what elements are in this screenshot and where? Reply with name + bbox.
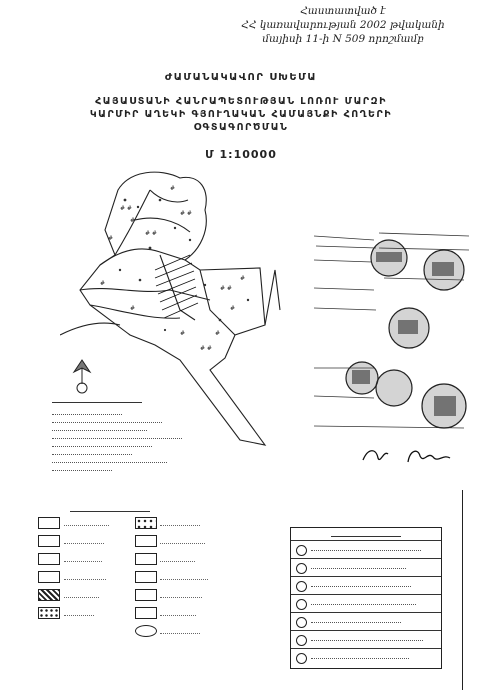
map-scale: Մ 1:10000 bbox=[205, 148, 277, 161]
explication-line bbox=[52, 398, 142, 403]
document-subtitle bbox=[0, 95, 482, 134]
table-row bbox=[291, 648, 441, 667]
explication-line bbox=[52, 434, 182, 439]
table-row bbox=[291, 594, 441, 613]
legend-label bbox=[160, 557, 195, 562]
svg-text:# #: # # bbox=[180, 210, 192, 217]
svg-text:#: # bbox=[230, 305, 236, 312]
legend-label bbox=[64, 557, 102, 562]
row-number-icon bbox=[296, 617, 307, 628]
explication-line bbox=[52, 426, 147, 431]
row-text bbox=[311, 637, 423, 641]
subtitle-line-1: ՀԱՅԱՍՏԱՆԻ ՀԱՆՐԱՊԵՏՈՒԹՅԱՆ ԼՈՌՈՒ ՄԱՐԶԻ bbox=[95, 96, 387, 107]
svg-text:#: # bbox=[180, 330, 186, 337]
svg-text:#: # bbox=[215, 330, 221, 337]
row-text bbox=[311, 583, 411, 587]
row-number-icon bbox=[296, 653, 307, 664]
table-row bbox=[291, 576, 441, 595]
row-text bbox=[311, 619, 401, 623]
svg-text:# #: # # bbox=[145, 230, 157, 237]
legend-swatch bbox=[38, 607, 60, 619]
legend-label bbox=[64, 575, 106, 580]
legend-heading-line bbox=[70, 507, 150, 512]
row-number-icon bbox=[296, 599, 307, 610]
legend-label bbox=[64, 521, 109, 526]
map-legend bbox=[30, 505, 235, 665]
table-heading-line bbox=[331, 532, 401, 537]
explication-list bbox=[52, 392, 202, 482]
svg-text:#: # bbox=[130, 305, 136, 312]
subtitle-line-3: ՕԳՏԱԳՈՐԾՄԱՆ bbox=[193, 122, 289, 133]
approval-line-1: Հաստատված է bbox=[300, 5, 386, 17]
row-text bbox=[311, 565, 406, 569]
legend-label bbox=[64, 593, 99, 598]
legend-label bbox=[160, 575, 208, 580]
row-text bbox=[311, 601, 416, 605]
legend-swatch bbox=[38, 535, 60, 547]
legend-label bbox=[64, 611, 94, 616]
land-use-table bbox=[290, 527, 442, 669]
row-number-icon bbox=[296, 635, 307, 646]
row-text bbox=[311, 547, 421, 551]
legend-swatch bbox=[135, 607, 157, 619]
legend-swatch bbox=[135, 571, 157, 583]
legend-label bbox=[160, 539, 205, 544]
table-row bbox=[291, 630, 441, 649]
page-edge-line bbox=[462, 490, 463, 690]
svg-text:#: # bbox=[108, 235, 114, 242]
legend-swatch bbox=[135, 535, 157, 547]
subtitle-line-2: ԿԱՐՄԻՐ ԱՂԵԿԻ ԳՅՈՒՂԱԿԱՆ ՀԱՄԱՅՆՔԻ ՀՈՂԵՐԻ bbox=[89, 109, 393, 120]
svg-text:#: # bbox=[100, 280, 106, 287]
legend-swatch bbox=[135, 589, 157, 601]
explication-line bbox=[52, 458, 167, 463]
svg-text:#: # bbox=[170, 185, 176, 192]
svg-text:# #: # # bbox=[220, 285, 232, 292]
row-text bbox=[311, 655, 409, 659]
legend-swatch bbox=[38, 571, 60, 583]
table-row bbox=[291, 612, 441, 631]
svg-text:# #: # # bbox=[120, 205, 132, 212]
legend-label bbox=[160, 521, 200, 526]
approval-line-3: մայիսի 11-ի N 509 որոշմամբ bbox=[262, 33, 424, 45]
legend-swatch bbox=[135, 517, 157, 529]
legend-swatch bbox=[38, 553, 60, 565]
row-number-icon bbox=[296, 581, 307, 592]
legend-swatch bbox=[135, 553, 157, 565]
legend-label bbox=[160, 593, 202, 598]
legend-swatch bbox=[38, 589, 60, 601]
table-row bbox=[291, 558, 441, 577]
table-row bbox=[291, 540, 441, 559]
document-title: ԺԱՄԱՆԱԿԱՎՈՐ ՍԽԵՄԱ bbox=[164, 72, 318, 83]
row-number-icon bbox=[296, 545, 307, 556]
explication-line bbox=[52, 442, 152, 447]
explication-line bbox=[52, 466, 112, 471]
signature-icon bbox=[358, 440, 458, 470]
legend-label bbox=[64, 539, 104, 544]
svg-text:#: # bbox=[130, 217, 136, 224]
legend-swatch bbox=[38, 517, 60, 529]
row-number-icon bbox=[296, 563, 307, 574]
explication-line bbox=[52, 418, 162, 423]
explication-line bbox=[52, 450, 132, 455]
svg-text:#: # bbox=[240, 275, 246, 282]
legend-label bbox=[160, 611, 196, 616]
approval-note bbox=[228, 4, 458, 46]
approval-line-2: ՀՀ կառավարության 2002 թվականի bbox=[241, 19, 445, 31]
legend-label bbox=[160, 629, 200, 634]
legend-swatch bbox=[135, 625, 157, 637]
explication-line bbox=[52, 410, 122, 415]
svg-text:# #: # # bbox=[200, 345, 212, 352]
